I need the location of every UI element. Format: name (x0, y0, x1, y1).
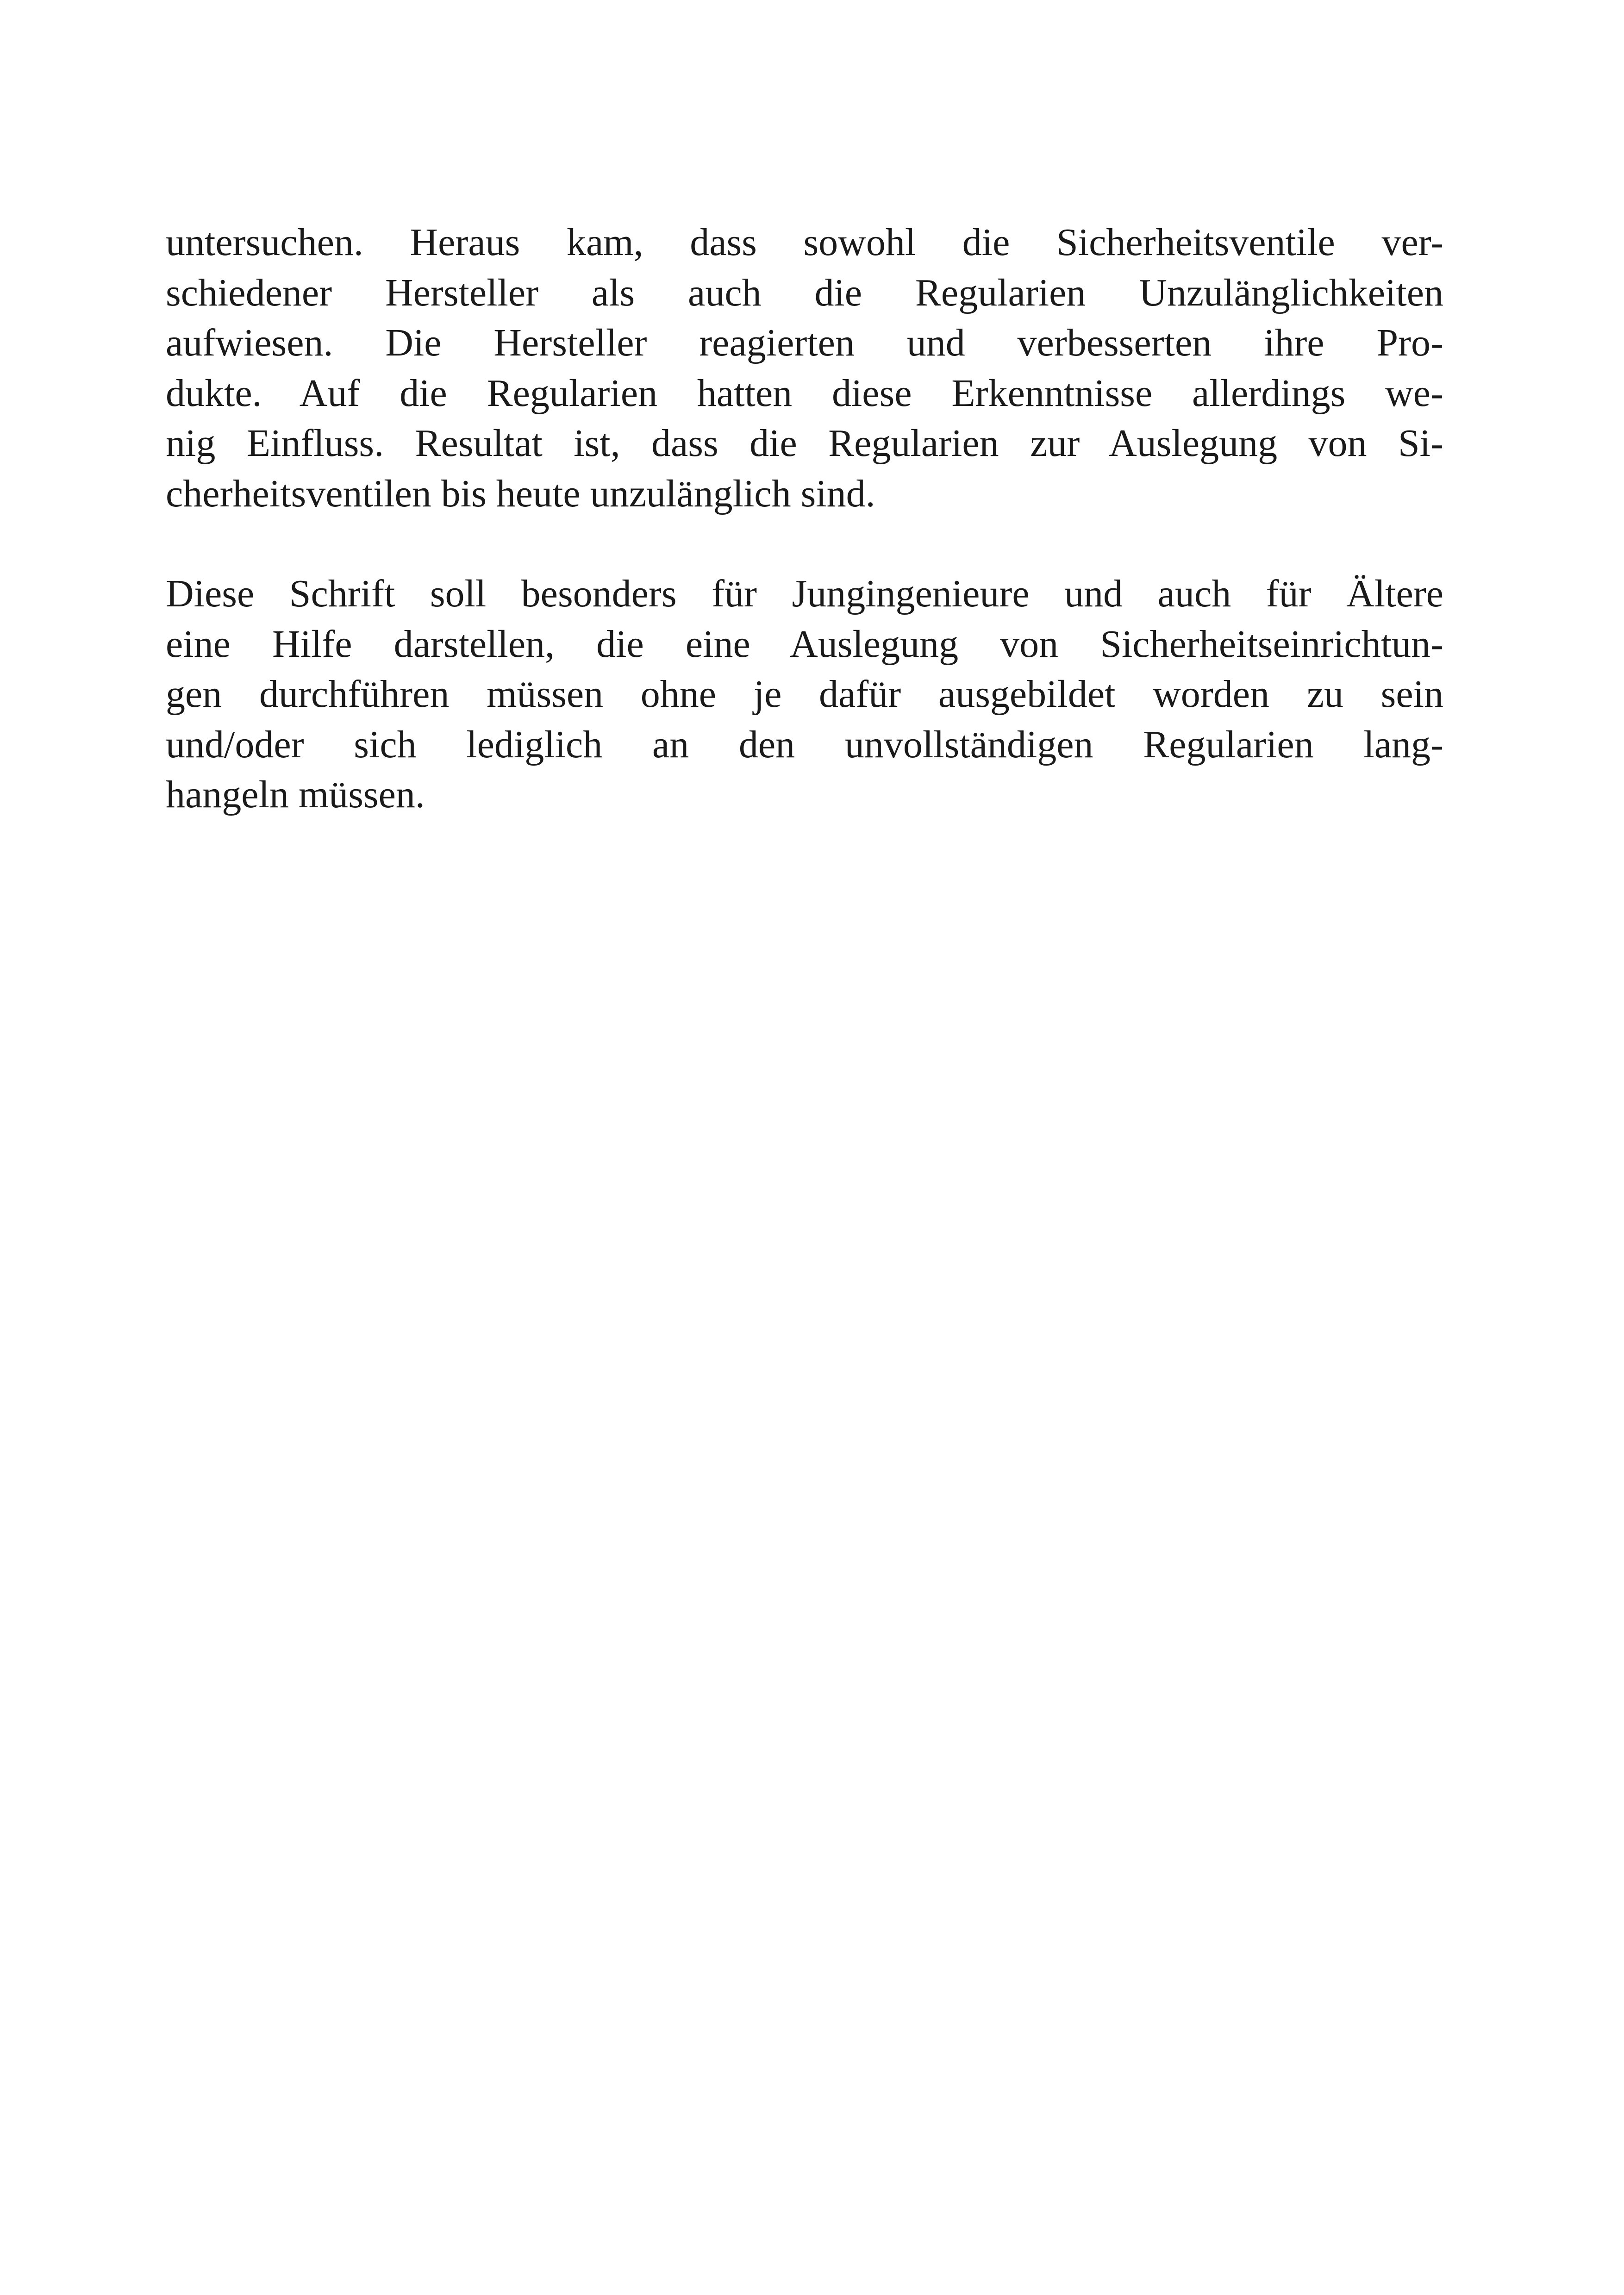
text-line: eine Hilfe darstellen, die eine Auslegung von Sicherheitseinrichtun- (166, 622, 1443, 666)
paragraph-1 (166, 218, 1443, 519)
text-line: untersuchen. Heraus kam, dass sowohl die Sicherheitsventile ver- (166, 221, 1443, 264)
text-line: und/oder sich lediglich an den unvollständigen Regularien lang- (166, 723, 1443, 766)
text-line: aufwiesen. Die Hersteller reagierten und verbesserten ihre Pro- (166, 321, 1443, 364)
text-line: nig Einfluss. Resultat ist, dass die Regularien zur Auslegung von Si- (166, 422, 1443, 465)
paragraph-2 (166, 569, 1443, 820)
text-line: cherheitsventilen bis heute unzulänglich sind. (166, 472, 875, 515)
text-line: hangeln müssen. (166, 773, 425, 816)
text-line: gen durchführen müssen ohne je dafür ausgebildet worden zu sein (166, 673, 1443, 716)
text-line: Diese Schrift soll besonders für Jungingenieure und auch für Ältere (166, 572, 1443, 615)
text-line: dukte. Auf die Regularien hatten diese Erkenntnisse allerdings we- (166, 371, 1443, 415)
text-line: schiedener Hersteller als auch die Regularien Unzulänglichkeiten (166, 271, 1443, 314)
body-text (166, 218, 1443, 820)
